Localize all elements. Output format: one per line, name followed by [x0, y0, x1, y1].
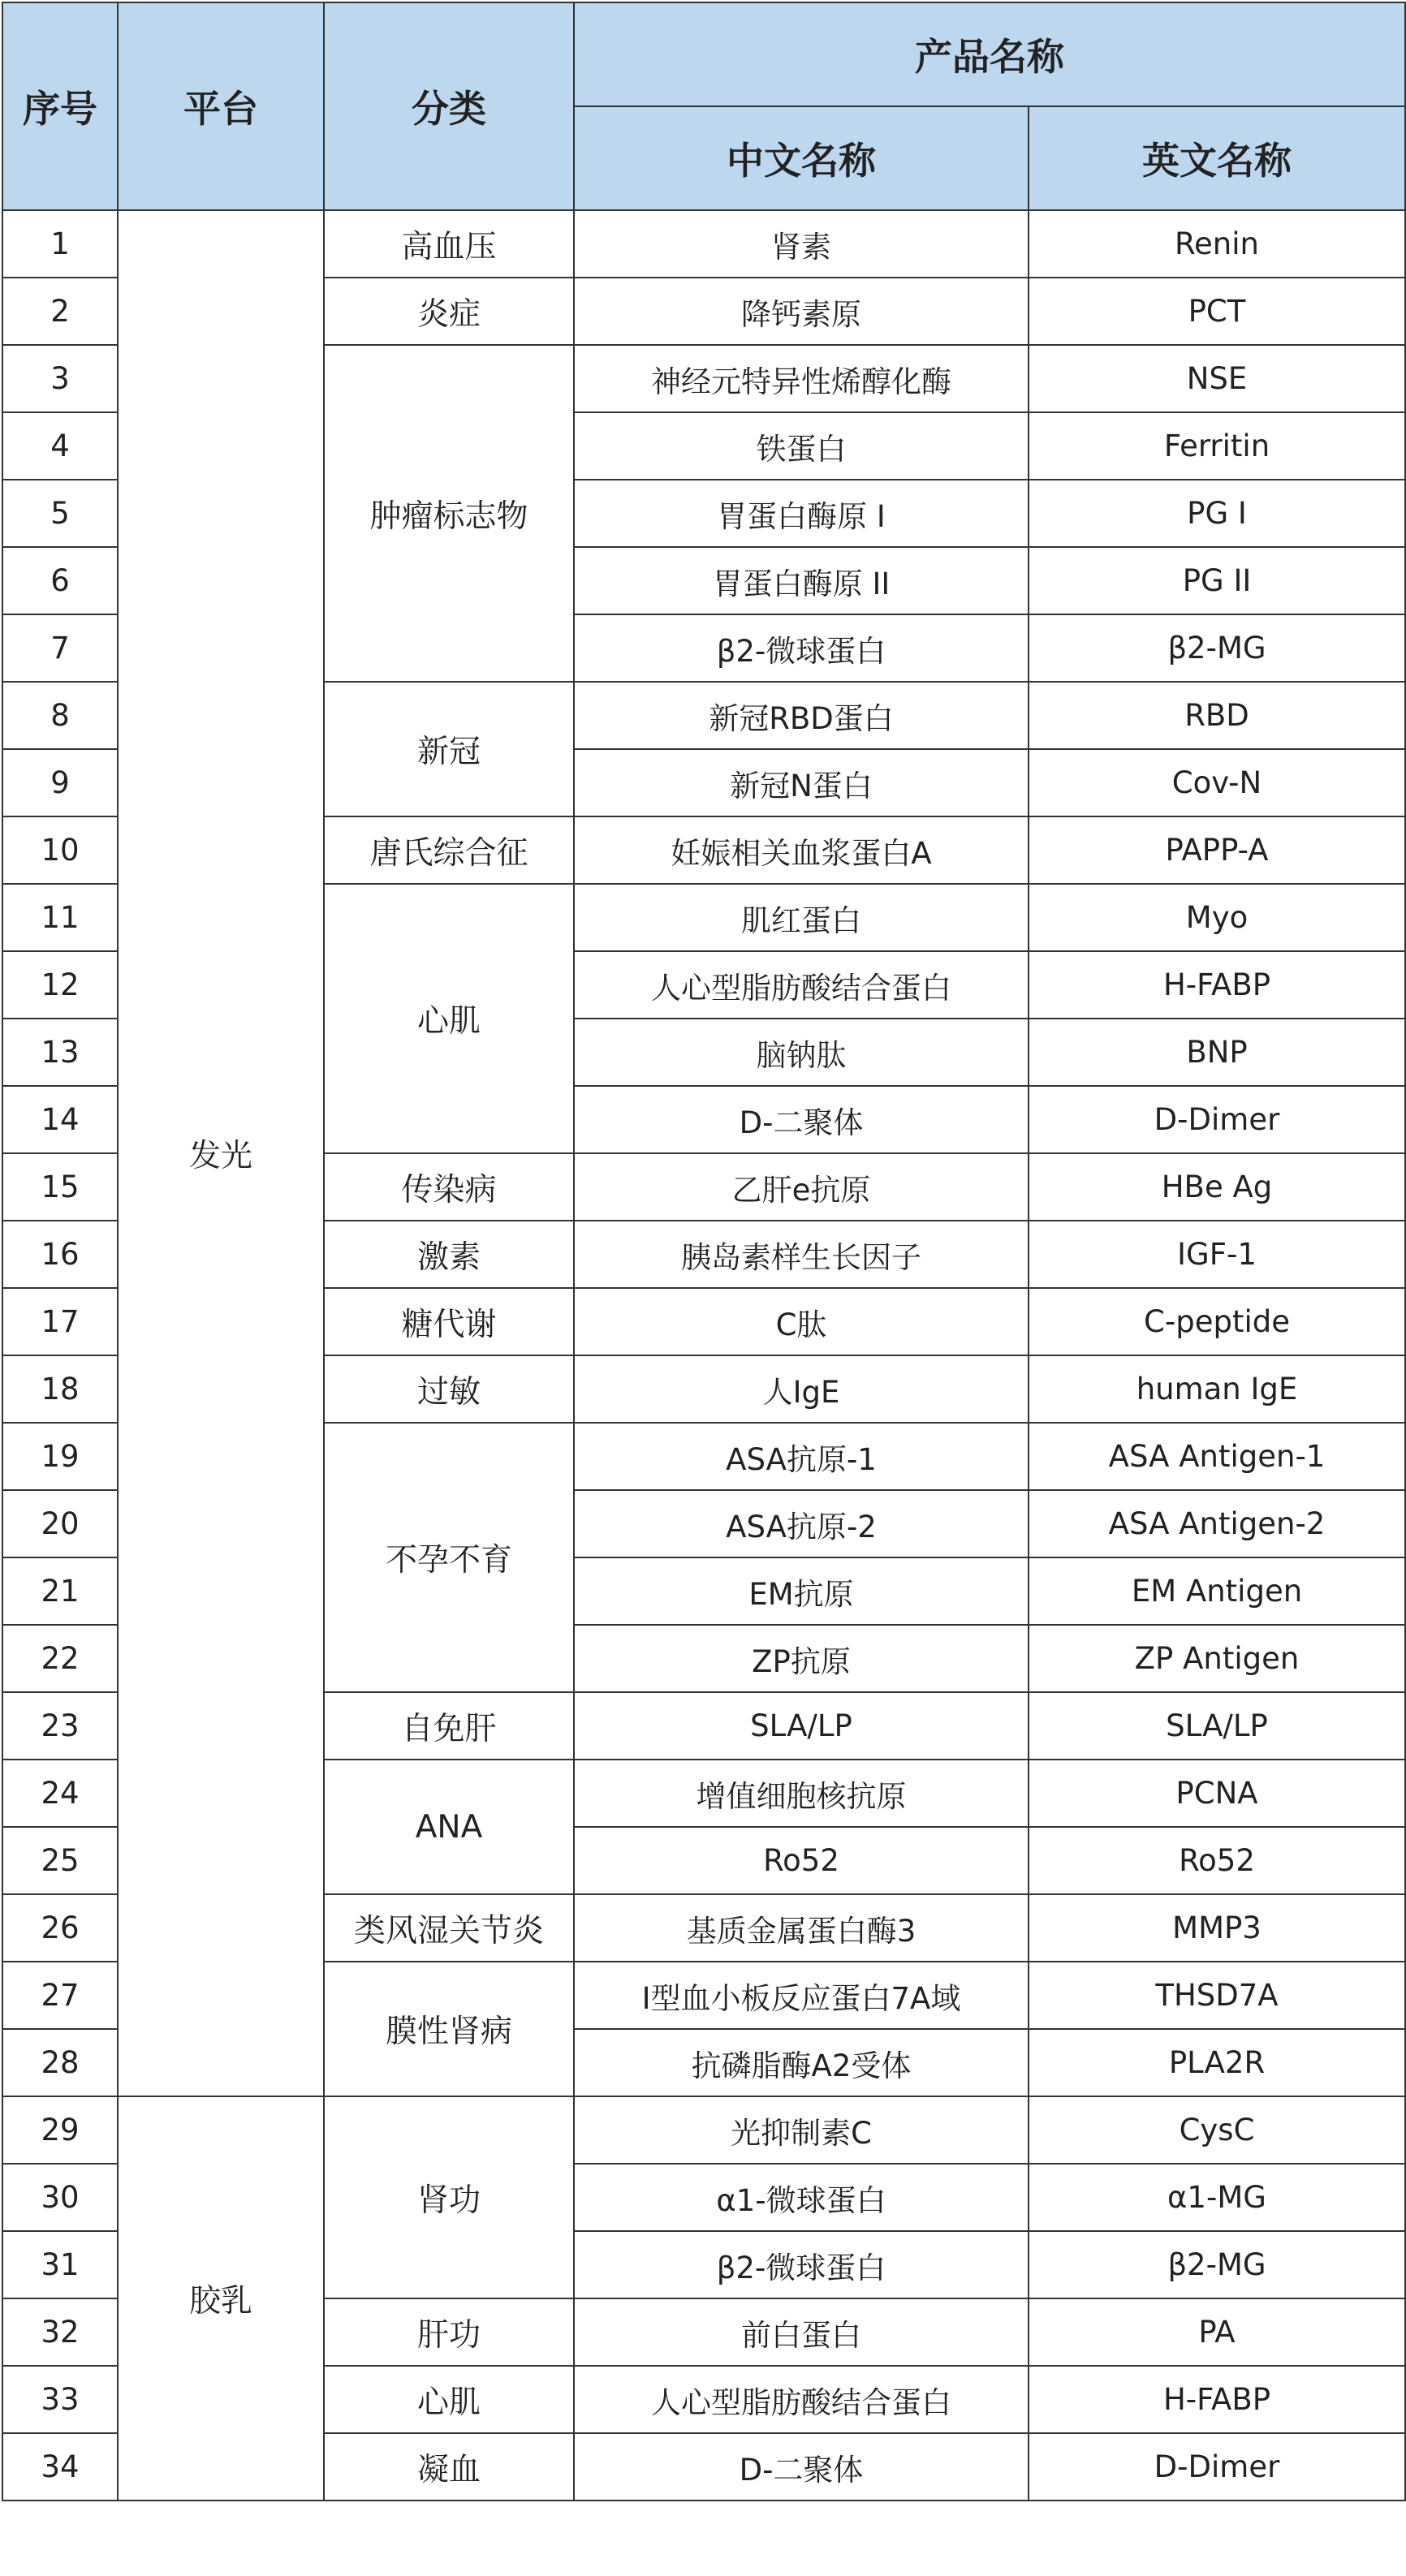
row-index-cell: 17	[2, 1288, 118, 1355]
chinese-name-cell: ASA抗原-1	[574, 1423, 1029, 1490]
chinese-name-cell: 新冠N蛋白	[574, 749, 1029, 816]
category-cell: 类风湿关节炎	[324, 1894, 574, 1962]
english-name-cell: PAPP-A	[1029, 816, 1405, 884]
row-index-cell: 26	[2, 1894, 118, 1962]
chinese-name-cell: 降钙素原	[574, 278, 1029, 345]
english-name-cell: MMP3	[1029, 1894, 1405, 1962]
category-cell: 肾功	[324, 2096, 574, 2298]
category-cell: 自免肝	[324, 1692, 574, 1760]
english-name-cell: C-peptide	[1029, 1288, 1405, 1355]
english-name-cell: PLA2R	[1029, 2029, 1405, 2096]
row-index-cell: 4	[2, 412, 118, 480]
row-index-cell: 11	[2, 884, 118, 951]
english-name-cell: Renin	[1029, 210, 1405, 278]
chinese-name-cell: 妊娠相关血浆蛋白A	[574, 816, 1029, 884]
chinese-name-cell: 胃蛋白酶原 II	[574, 547, 1029, 614]
row-index-cell: 10	[2, 816, 118, 884]
row-index-cell: 5	[2, 480, 118, 547]
category-cell: 心肌	[324, 2366, 574, 2433]
row-index-cell: 34	[2, 2433, 118, 2501]
category-cell: ANA	[324, 1760, 574, 1894]
table-row	[2, 2096, 1405, 2164]
chinese-name-cell: 光抑制素C	[574, 2096, 1029, 2164]
category-cell: 激素	[324, 1221, 574, 1288]
row-index-cell: 33	[2, 2366, 118, 2433]
chinese-name-cell: 人IgE	[574, 1355, 1029, 1423]
row-index-cell: 28	[2, 2029, 118, 2096]
chinese-name-cell: 胰岛素样生长因子	[574, 1221, 1029, 1288]
row-index-cell: 14	[2, 1086, 118, 1153]
english-name-cell: ASA Antigen-1	[1029, 1423, 1405, 1490]
row-index-cell: 20	[2, 1490, 118, 1557]
english-name-cell: human IgE	[1029, 1355, 1405, 1423]
category-cell: 过敏	[324, 1355, 574, 1423]
header-product-name: 产品名称	[574, 2, 1405, 106]
chinese-name-cell: β2-微球蛋白	[574, 614, 1029, 682]
row-index-cell: 7	[2, 614, 118, 682]
chinese-name-cell: 基质金属蛋白酶3	[574, 1894, 1029, 1962]
row-index-cell: 24	[2, 1760, 118, 1827]
row-index-cell: 22	[2, 1625, 118, 1692]
row-index-cell: 2	[2, 278, 118, 345]
english-name-cell: H-FABP	[1029, 951, 1405, 1019]
chinese-name-cell: I型血小板反应蛋白7A域	[574, 1962, 1029, 2029]
chinese-name-cell: 人心型脂肪酸结合蛋白	[574, 2366, 1029, 2433]
row-index-cell: 13	[2, 1019, 118, 1086]
row-index-cell: 6	[2, 547, 118, 614]
english-name-cell: D-Dimer	[1029, 1086, 1405, 1153]
english-name-cell: Myo	[1029, 884, 1405, 951]
category-cell: 凝血	[324, 2433, 574, 2501]
chinese-name-cell: α1-微球蛋白	[574, 2164, 1029, 2231]
english-name-cell: PG II	[1029, 547, 1405, 614]
english-name-cell: IGF-1	[1029, 1221, 1405, 1288]
english-name-cell: SLA/LP	[1029, 1692, 1405, 1760]
english-name-cell: PCT	[1029, 278, 1405, 345]
english-name-cell: BNP	[1029, 1019, 1405, 1086]
row-index-cell: 18	[2, 1355, 118, 1423]
category-cell: 新冠	[324, 682, 574, 816]
category-cell: 肿瘤标志物	[324, 345, 574, 682]
english-name-cell: Cov-N	[1029, 749, 1405, 816]
chinese-name-cell: ZP抗原	[574, 1625, 1029, 1692]
chinese-name-cell: 增值细胞核抗原	[574, 1760, 1029, 1827]
category-cell: 高血压	[324, 210, 574, 278]
english-name-cell: α1-MG	[1029, 2164, 1405, 2231]
english-name-cell: HBe Ag	[1029, 1153, 1405, 1221]
table-row	[2, 210, 1405, 278]
english-name-cell: H-FABP	[1029, 2366, 1405, 2433]
row-index-cell: 32	[2, 2298, 118, 2366]
english-name-cell: β2-MG	[1029, 614, 1405, 682]
category-cell: 不孕不育	[324, 1423, 574, 1692]
chinese-name-cell: 肾素	[574, 210, 1029, 278]
chinese-name-cell: 铁蛋白	[574, 412, 1029, 480]
header-platform: 平台	[118, 2, 324, 210]
category-cell: 传染病	[324, 1153, 574, 1221]
category-cell: 炎症	[324, 278, 574, 345]
chinese-name-cell: D-二聚体	[574, 1086, 1029, 1153]
chinese-name-cell: C肽	[574, 1288, 1029, 1355]
row-index-cell: 25	[2, 1827, 118, 1894]
row-index-cell: 3	[2, 345, 118, 412]
row-index-cell: 31	[2, 2231, 118, 2298]
english-name-cell: Ro52	[1029, 1827, 1405, 1894]
chinese-name-cell: Ro52	[574, 1827, 1029, 1894]
row-index-cell: 16	[2, 1221, 118, 1288]
platform-cell: 发光	[118, 210, 324, 2096]
english-name-cell: EM Antigen	[1029, 1557, 1405, 1625]
row-index-cell: 9	[2, 749, 118, 816]
row-index-cell: 12	[2, 951, 118, 1019]
chinese-name-cell: 神经元特异性烯醇化酶	[574, 345, 1029, 412]
english-name-cell: CysC	[1029, 2096, 1405, 2164]
chinese-name-cell: 肌红蛋白	[574, 884, 1029, 951]
english-name-cell: PA	[1029, 2298, 1405, 2366]
row-index-cell: 30	[2, 2164, 118, 2231]
row-index-cell: 27	[2, 1962, 118, 2029]
english-name-cell: PG I	[1029, 480, 1405, 547]
category-cell: 肝功	[324, 2298, 574, 2366]
chinese-name-cell: D-二聚体	[574, 2433, 1029, 2501]
english-name-cell: ASA Antigen-2	[1029, 1490, 1405, 1557]
row-index-cell: 29	[2, 2096, 118, 2164]
header-category: 分类	[324, 2, 574, 210]
row-index-cell: 21	[2, 1557, 118, 1625]
english-name-cell: ZP Antigen	[1029, 1625, 1405, 1692]
english-name-cell: RBD	[1029, 682, 1405, 749]
row-index-cell: 15	[2, 1153, 118, 1221]
chinese-name-cell: 乙肝e抗原	[574, 1153, 1029, 1221]
header-index: 序号	[2, 2, 118, 210]
chinese-name-cell: 抗磷脂酶A2受体	[574, 2029, 1029, 2096]
row-index-cell: 23	[2, 1692, 118, 1760]
chinese-name-cell: β2-微球蛋白	[574, 2231, 1029, 2298]
english-name-cell: PCNA	[1029, 1760, 1405, 1827]
chinese-name-cell: 胃蛋白酶原 I	[574, 480, 1029, 547]
table-header	[2, 2, 1405, 210]
platform-cell: 胶乳	[118, 2096, 324, 2501]
english-name-cell: THSD7A	[1029, 1962, 1405, 2029]
chinese-name-cell: 脑钠肽	[574, 1019, 1029, 1086]
english-name-cell: β2-MG	[1029, 2231, 1405, 2298]
english-name-cell: D-Dimer	[1029, 2433, 1405, 2501]
header-chinese-name: 中文名称	[574, 106, 1029, 210]
chinese-name-cell: 前白蛋白	[574, 2298, 1029, 2366]
category-cell: 糖代谢	[324, 1288, 574, 1355]
product-table	[2, 2, 1406, 2501]
row-index-cell: 19	[2, 1423, 118, 1490]
header-row-top	[2, 2, 1405, 106]
chinese-name-cell: 新冠RBD蛋白	[574, 682, 1029, 749]
chinese-name-cell: EM抗原	[574, 1557, 1029, 1625]
row-index-cell: 1	[2, 210, 118, 278]
header-english-name: 英文名称	[1029, 106, 1405, 210]
english-name-cell: NSE	[1029, 345, 1405, 412]
category-cell: 膜性肾病	[324, 1962, 574, 2096]
chinese-name-cell: SLA/LP	[574, 1692, 1029, 1760]
category-cell: 心肌	[324, 884, 574, 1153]
category-cell: 唐氏综合征	[324, 816, 574, 884]
english-name-cell: Ferritin	[1029, 412, 1405, 480]
table-body	[2, 210, 1405, 2501]
chinese-name-cell: ASA抗原-2	[574, 1490, 1029, 1557]
row-index-cell: 8	[2, 682, 118, 749]
chinese-name-cell: 人心型脂肪酸结合蛋白	[574, 951, 1029, 1019]
